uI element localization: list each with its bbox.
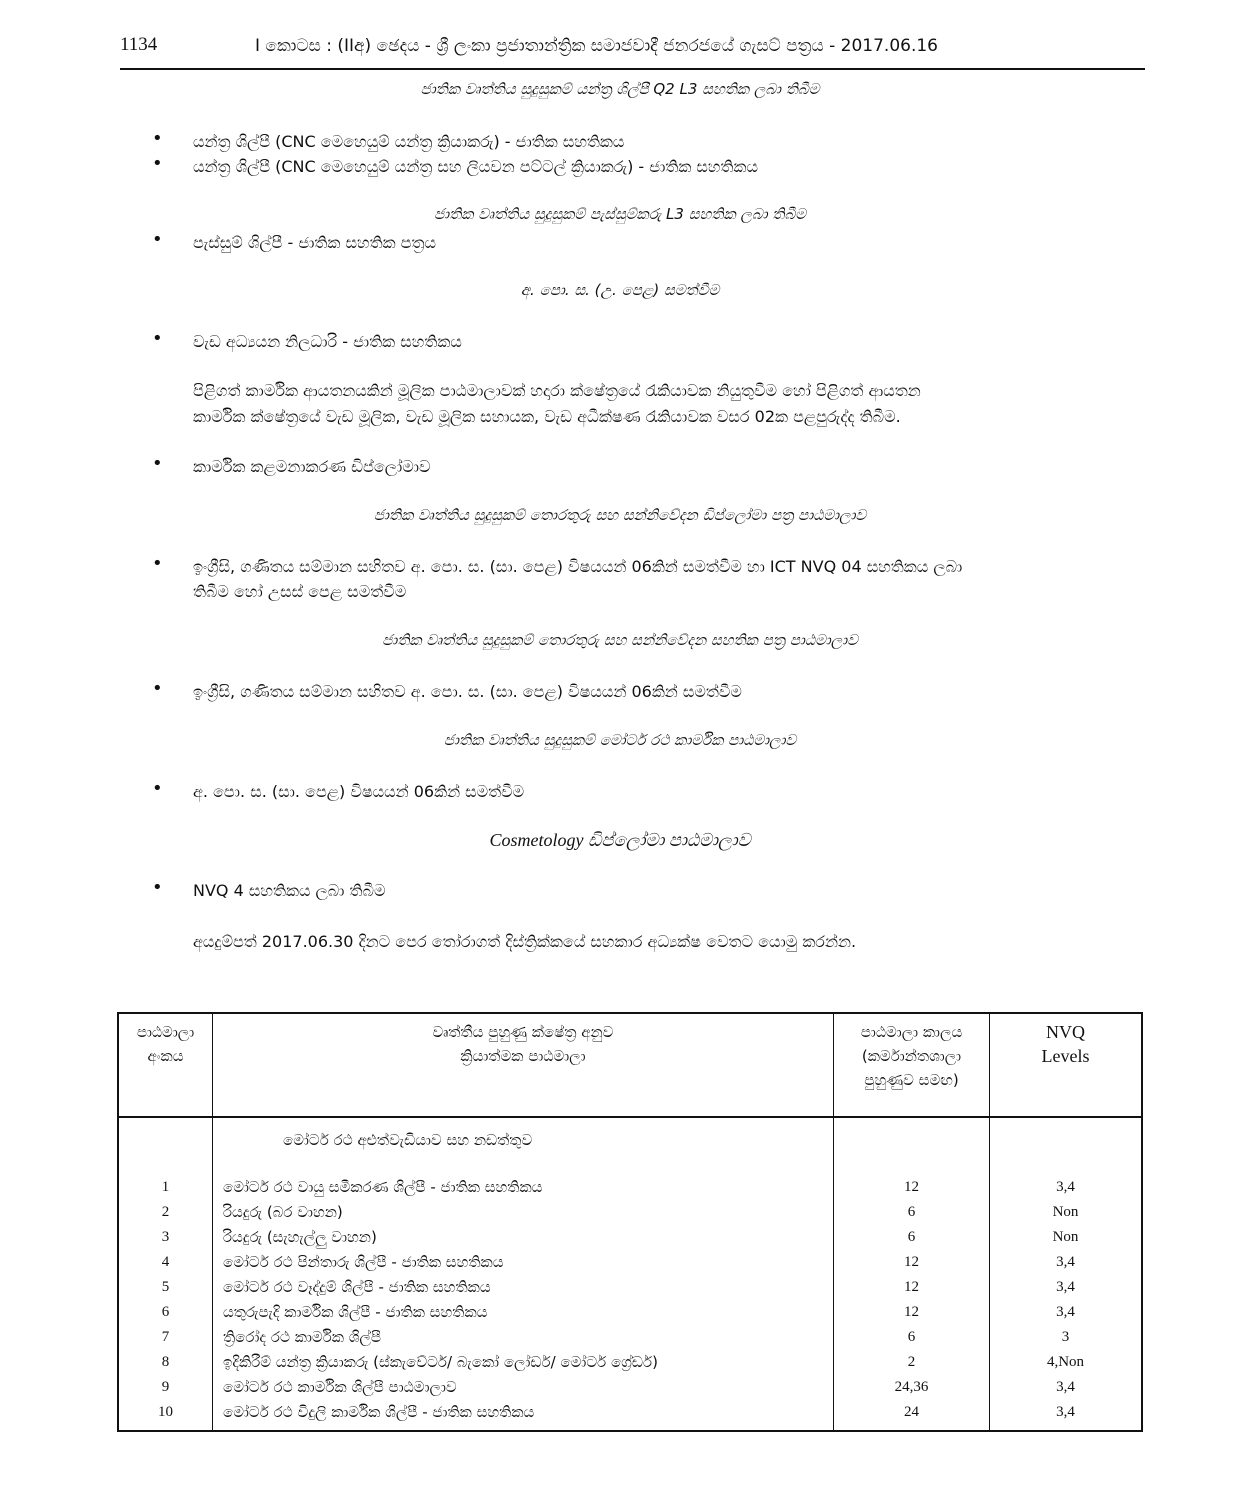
course-name: මෝටර් රථ කාර්මික ශිල්පී පාඨමාලාව xyxy=(223,1378,457,1396)
bullet-icon: • xyxy=(152,778,163,799)
bullet-icon: • xyxy=(152,453,163,474)
table-header-row xyxy=(118,1013,1142,1117)
course-number: 1 xyxy=(161,1179,170,1195)
header-course-name xyxy=(213,1013,834,1117)
header-rule xyxy=(120,68,1145,70)
nvq-level: 3,4 xyxy=(1056,1254,1075,1270)
header-nvq-level xyxy=(990,1013,1143,1117)
list-item: ඉංග්‍රීසි, ගණිතය සම්මාන සහිතව අ. පො. ස. (සා. පෙළ) විෂයයන් 06කින් සමත්වීම හා ICT NVQ 04 සහතිකය ලබා xyxy=(193,557,963,576)
header-label: පුහුණුව සමඟ) xyxy=(864,1071,959,1089)
column-courses xyxy=(213,1117,834,1431)
nvq-level: 3,4 xyxy=(1056,1304,1075,1320)
nvq-level: 4,Non xyxy=(1046,1354,1085,1370)
course-name: ත්‍රිරෝද රථ කාර්මික ශිල්පී xyxy=(223,1328,382,1346)
nvq-level: 3,4 xyxy=(1056,1379,1075,1395)
list-item: වැඩ අධ්‍යයන නිලධාරි - ජාතික සහතිකය xyxy=(193,332,462,351)
bullet-icon: • xyxy=(152,153,163,174)
course-duration: 12 xyxy=(904,1279,919,1295)
course-duration: 24 xyxy=(904,1404,919,1420)
course-duration: 24,36 xyxy=(894,1379,929,1395)
course-number: 3 xyxy=(161,1229,170,1245)
list-item: අ. පො. ස. (සා. පෙළ) විෂයයන් 06කින් සමත්වීම xyxy=(193,782,525,801)
nvq-level: 3 xyxy=(1061,1329,1070,1345)
list-item: ඉංග්‍රීසි, ගණිතය සම්මාන සහිතව අ. පො. ස. (සා. පෙළ) විෂයයන් 06කින් සමත්වීම xyxy=(193,682,742,701)
section-heading: ජාතික වෘත්තිය සුදුසුකම් පැස්සුම්කරු L3 සහතික ලබා තිබීම xyxy=(434,205,806,223)
nvq-level: 3,4 xyxy=(1056,1179,1075,1195)
header-label: (කර්මාන්තශාලා xyxy=(861,1047,962,1065)
course-duration: 2 xyxy=(907,1354,916,1370)
course-number: 2 xyxy=(161,1204,170,1220)
section-heading: Cosmetology ඩිප්ලෝමා පාඨමාලාව xyxy=(489,830,751,850)
group-title: මෝටර් රථ අළුත්වැඩියාව සහ නඩත්තුව xyxy=(283,1131,533,1149)
course-name: මෝටර් රථ වෑද්දුම් ශිල්පී - ජාතික සහතිකය xyxy=(223,1278,491,1296)
header-course-number xyxy=(118,1013,213,1117)
column-durations xyxy=(834,1117,990,1431)
course-name: මෝටර් රථ වායු සමීකරණ ශිල්පී - ජාතික සහතිකය xyxy=(223,1178,543,1196)
column-numbers xyxy=(118,1117,213,1431)
section-heading: ජාතික වෘත්තිය සුදුසුකම් තොරතුරු සහ සන්නිවේදන සහතික පත්‍ර පාඨමාලාව xyxy=(382,631,858,649)
paragraph-line: පිළිගත් කාර්මික ආයතනයකින් මූලික පාඨමාලාවක් හදාරා ක්ෂේත්‍රයේ රැකියාවක නියුතුවීම හෝ පිළිගත් ආයතන xyxy=(193,381,921,400)
course-name: මෝටර් රථ පින්තාරු ශිල්පී - ජාතික සහතිකය xyxy=(223,1253,504,1271)
course-number: 5 xyxy=(161,1279,170,1295)
table-body-row xyxy=(118,1117,1142,1431)
bullet-icon: • xyxy=(152,553,163,574)
course-number: 4 xyxy=(161,1254,170,1270)
header-label: පාඨමාලා xyxy=(136,1023,195,1041)
course-number: 8 xyxy=(161,1354,170,1370)
section-heading: ජාතික වෘත්තිය සුදුසුකම් මෝටර් රථ කාර්මික පාඨමාලාව xyxy=(443,731,797,749)
nvq-level: 3,4 xyxy=(1056,1279,1075,1295)
nvq-level: Non xyxy=(1052,1229,1079,1245)
column-levels xyxy=(990,1117,1143,1431)
bullet-icon: • xyxy=(152,128,163,149)
section-heading: ජාතික වෘත්තිය සුදුසුකම් තොරතුරු සහ සන්නිවේදන ඩිප්ලෝමා පත්‍ර පාඨමාලාව xyxy=(373,506,867,524)
course-duration: 12 xyxy=(904,1254,919,1270)
header-label: NVQ xyxy=(1046,1022,1085,1042)
list-item: කාර්මික කළමනාකරණ ඩිප්ලෝමාව xyxy=(193,457,431,476)
bullet-icon: • xyxy=(152,877,163,898)
course-duration: 6 xyxy=(907,1229,916,1245)
course-name: යතුරුපැදි කාර්මික ශිල්පී - ජාතික සහතිකය xyxy=(223,1303,488,1321)
course-name: මෝටර් රථ විදුලි කාර්මික ශිල්පී - ජාතික සහතිකය xyxy=(223,1403,535,1421)
course-name: රියදුරු (සැහැල්ලු වාහන) xyxy=(223,1228,377,1246)
bullet-icon: • xyxy=(152,328,163,349)
course-number: 7 xyxy=(161,1329,170,1345)
course-name: ඉදිකිරීම් යන්ත්‍ර ක්‍රියාකරු (ස්කැවේටර්/ බැකෝ ලෝඩර්/ මෝටර් ග්‍රේඩර්) xyxy=(223,1353,658,1371)
list-item: පැස්සුම් ශිල්පී - ජාතික සහතික පත්‍රය xyxy=(193,233,436,252)
header-label: Levels xyxy=(1041,1046,1090,1066)
nvq-level: 3,4 xyxy=(1056,1404,1075,1420)
header-label: වෘත්තීය පුහුණු ක්ෂේත්‍ර අනුව xyxy=(432,1023,614,1041)
bullet-icon: • xyxy=(152,229,163,250)
closing-note: අයදුම්පත් 2017.06.30 දිනට පෙර තෝරාගත් දිස්ත්‍රික්කයේ සහකාර අධ්‍යක්ෂ වෙතට යොමු කරන්න. xyxy=(193,932,857,951)
header-label: අංකය xyxy=(147,1047,184,1065)
paragraph-line: කාර්මික ක්ෂේත්‍රයේ වැඩ මූලික, වැඩ මූලික සහායක, වැඩ අධීක්ෂණ රැකියාවක වසර 02ක පළපුරුද්ද තිබීම. xyxy=(193,407,901,426)
nvq-level: Non xyxy=(1052,1204,1079,1220)
course-duration: 12 xyxy=(904,1304,919,1320)
list-item: යන්ත්‍ර ශිල්පී (CNC මෙහෙයුම් යන්ත්‍ර සහ ලියවන පට්ටල් ක්‍රියාකරු) - ජාතික සහතිකය xyxy=(193,157,759,176)
course-name: රියදුරු (බර වාහන) xyxy=(223,1203,343,1221)
course-duration: 12 xyxy=(904,1179,919,1195)
list-item: NVQ 4 සහතිකය ලබා තිබීම xyxy=(193,881,386,900)
list-item-continuation: තිබීම හෝ උසස් පෙළ සමත්වීම xyxy=(193,582,407,601)
page-number: 1134 xyxy=(120,34,158,55)
course-number: 9 xyxy=(161,1379,170,1395)
header-label: ක්‍රියාත්මක පාඨමාලා xyxy=(460,1047,586,1065)
section-heading: ජාතික වෘත්තිය සුදුසුකම් යන්ත්‍ර ශිල්පී Q2 L3 සහතික ලබා තිබීම xyxy=(420,80,820,98)
header-label: පාඨමාලා කාලය xyxy=(860,1023,963,1041)
list-item: යන්ත්‍ර ශිල්පී (CNC මෙහෙයුම් යන්ත්‍ර ක්‍රියාකරු) - ජාතික සහතිකය xyxy=(193,132,625,151)
course-number: 6 xyxy=(161,1304,170,1320)
section-heading: අ. පො. ස. (උ. පෙළ) සමත්වීම xyxy=(520,281,720,299)
bullet-icon: • xyxy=(152,678,163,699)
course-table xyxy=(117,1012,1143,1432)
gazette-header: I කොටස : (IIඅ) ඡෙදය - ශ්‍රී ලංකා ප්‍රජාතාන්ත්‍රික සමාජවාදී ජනරජයේ ගැසට් පත්‍රය - 2017.06.16 xyxy=(255,36,938,56)
course-number: 10 xyxy=(158,1404,173,1420)
header-duration xyxy=(834,1013,990,1117)
course-duration: 6 xyxy=(907,1329,916,1345)
course-duration: 6 xyxy=(907,1204,916,1220)
